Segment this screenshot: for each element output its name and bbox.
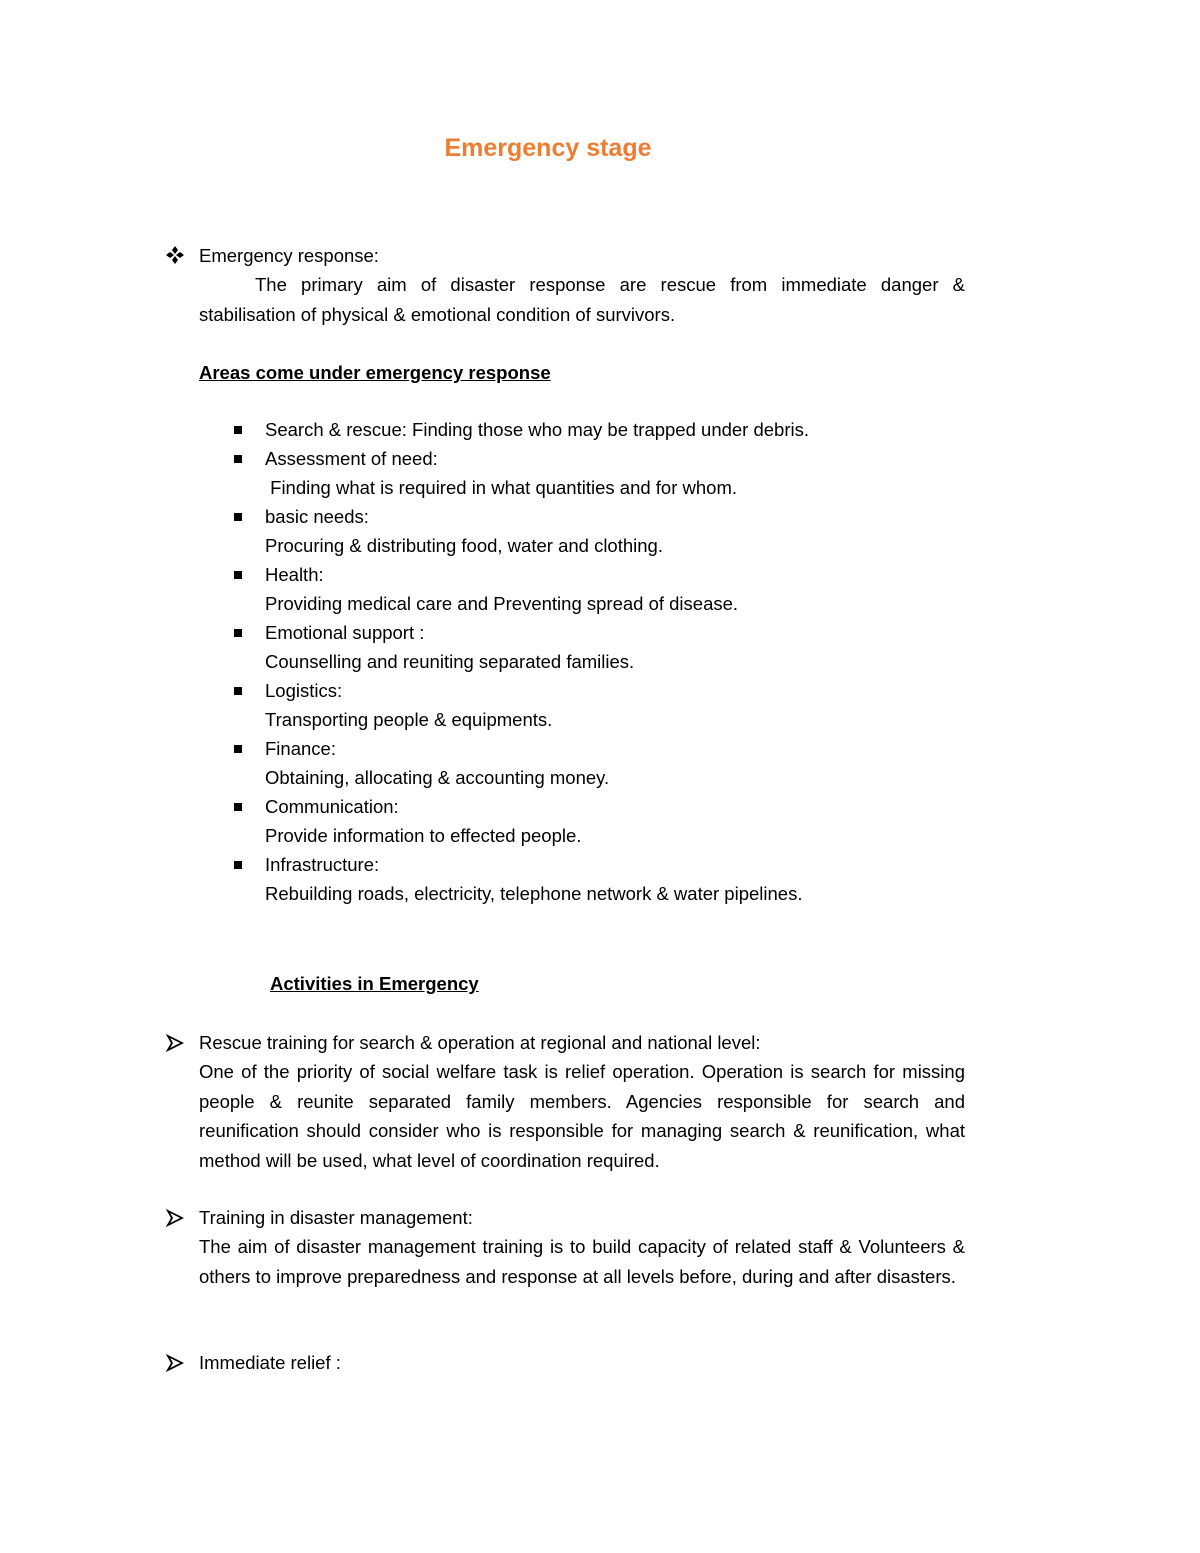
area-item-detail: Transporting people & equipments. (265, 709, 553, 730)
arrowhead-bullet-icon (166, 1354, 184, 1372)
activities-heading: Activities in Emergency (270, 973, 479, 994)
area-item-detail: Obtaining, allocating & accounting money. (265, 767, 610, 788)
area-item-label: Search & rescue: Finding those who may be trapped under debris. (265, 419, 810, 440)
area-item-detail: Counselling and reuniting separated families. (265, 651, 635, 672)
activity-label: Training in disaster management: (199, 1207, 473, 1228)
four-diamond-bullet-icon (165, 245, 185, 265)
square-bullet-icon (234, 513, 242, 521)
square-bullet-icon (234, 426, 242, 434)
square-bullet-icon (234, 571, 242, 579)
arrowhead-bullet-icon (166, 1209, 184, 1227)
area-item-label: Communication: (265, 796, 399, 817)
emergency-response-heading: Emergency response: (199, 245, 379, 266)
area-item-detail: Provide information to effected people. (265, 825, 582, 846)
area-item-label: basic needs: (265, 506, 369, 527)
area-item-detail: Providing medical care and Preventing spread of disease. (265, 593, 739, 614)
area-item-label: Logistics: (265, 680, 343, 701)
area-item-label: Assessment of need: (265, 448, 438, 469)
area-item-detail: Rebuilding roads, electricity, telephone network & water pipelines. (265, 883, 803, 904)
activity-label: Rescue training for search & operation at regional and national level: (199, 1032, 761, 1053)
square-bullet-icon (234, 687, 242, 695)
square-bullet-icon (234, 803, 242, 811)
activity-text: One of the priority of social welfare task is relief operation. Operation is search for missing people & reunite separated family members. Agencies responsible for search and reunification should consider who is responsible for managing search & reunification, what method will be used, what level of coordination required. (199, 1061, 965, 1171)
area-item-label: Emotional support : (265, 622, 425, 643)
square-bullet-icon (234, 455, 242, 463)
area-item-label: Health: (265, 564, 324, 585)
areas-heading: Areas come under emergency response (199, 362, 551, 383)
page-title: Emergency stage (444, 134, 652, 162)
square-bullet-icon (234, 745, 242, 753)
arrowhead-bullet-icon (166, 1034, 184, 1052)
emergency-response-text: The primary aim of disaster response are rescue from immediate danger & stabilisation of physical & emotional condition of survivors. (199, 274, 965, 325)
area-item-label: Infrastructure: (265, 854, 380, 875)
area-item-label: Finance: (265, 738, 336, 759)
square-bullet-icon (234, 861, 242, 869)
area-item-detail: Procuring & distributing food, water and clothing. (265, 535, 663, 556)
area-item-detail: Finding what is required in what quantities and for whom. (265, 477, 738, 498)
activity-label: Immediate relief : (199, 1352, 341, 1373)
activity-text: The aim of disaster management training is to build capacity of related staff & Volunteers & others to improve preparedness and response at all levels before, during and after disasters. (199, 1236, 965, 1287)
square-bullet-icon (234, 629, 242, 637)
